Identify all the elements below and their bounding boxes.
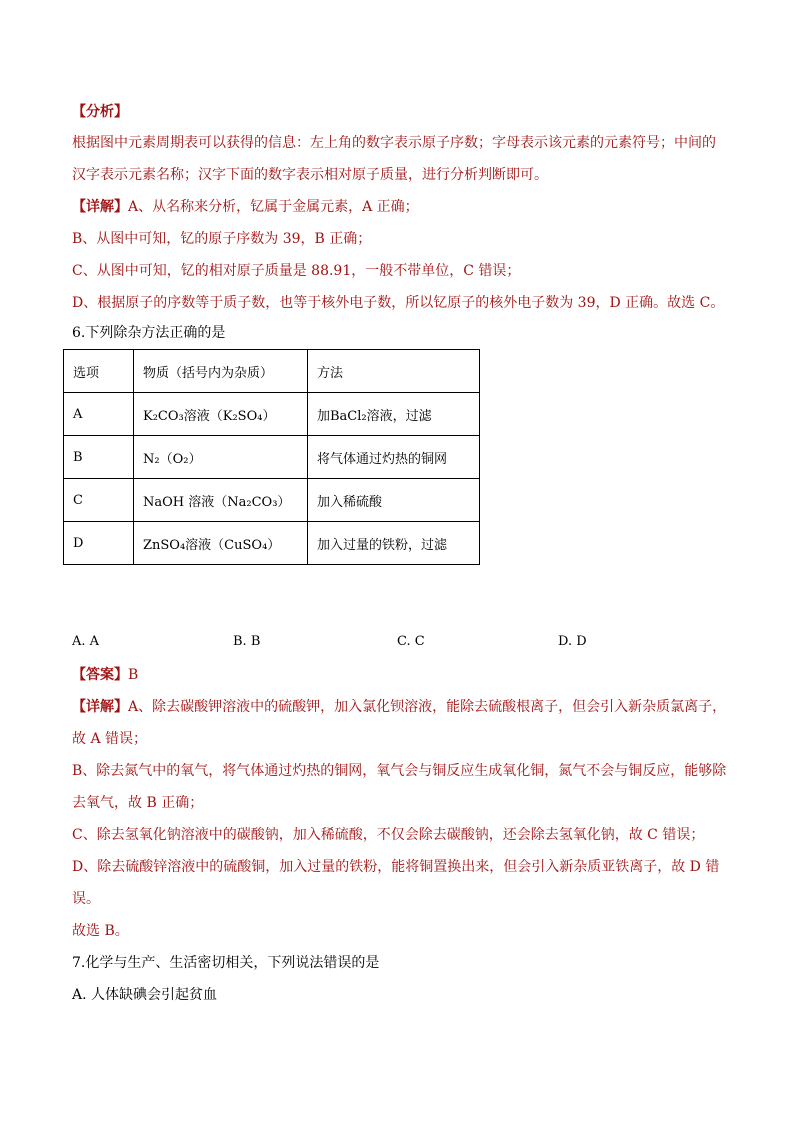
table-header-cell: 物质（括号内为杂质） <box>134 350 308 393</box>
detail-text: A、从名称来分析，钇属于金属元素，A 正确； <box>128 199 419 215</box>
choice-a: A. A <box>72 634 100 649</box>
table-header-cell: 方法 <box>308 350 480 393</box>
choice-c: C. C <box>397 634 425 649</box>
question-7-stem: 7.化学与生产、生活密切相关，下列说法错误的是 <box>72 955 380 971</box>
detail-heading: 【详解】 <box>72 199 128 215</box>
table-row <box>64 436 480 479</box>
detail-text: A、除去碳酸钾溶液中的硫酸钾，加入氯化钡溶液，能除去硫酸根离子，但会引入新杂质氯离子， <box>128 699 727 715</box>
detail-paragraph-2-line-6: D、除去硫酸锌溶液中的硫酸铜，加入过量的铁粉，能将铜置换出来，但会引入新杂质亚铁离子，故 D 错 <box>72 859 720 875</box>
answer-heading: 【答案】 <box>72 667 128 683</box>
detail-paragraph-2-line-4: 去氧气，故 B 正确； <box>72 795 204 811</box>
table-header-row <box>64 350 480 393</box>
detail-paragraph-2-line-2: 故 A 错误； <box>72 731 148 747</box>
detail-paragraph-2-line-5: C、除去氢氧化钠溶液中的碳酸钠，加入稀硫酸，不仅会除去碳酸钠，还会除去氢氧化钠，故 C 错误； <box>72 827 705 843</box>
detail-paragraph-1-line-2: B、从图中可知，钇的原子序数为 39，B 正确； <box>72 231 372 247</box>
detail-paragraph-2-line-3: B、除去氮气中的氧气，将气体通过灼热的铜网，氧气会与铜反应生成氧化铜，氮气不会与铜反应，能够除 <box>72 763 727 779</box>
analysis-text-line-1: 根据图中元素周期表可以获得的信息：左上角的数字表示原子序数；字母表示该元素的元素符号；中间的 <box>72 135 716 151</box>
table-cell-substance: N₂（O₂） <box>134 436 308 479</box>
detail-paragraph-2-line-1 <box>72 697 726 717</box>
table-row <box>64 393 480 436</box>
detail-paragraph-1-line-3: C、从图中可知，钇的相对原子质量是 88.91，一般不带单位，C 错误； <box>72 263 521 279</box>
question-6-stem: 6.下列除杂方法正确的是 <box>72 325 226 341</box>
answer-value: B <box>128 667 139 683</box>
table-cell-substance: NaOH 溶液（Na₂CO₃） <box>134 479 308 522</box>
table-cell-method: 将气体通过灼热的铜网 <box>308 436 480 479</box>
table-row <box>64 522 480 565</box>
options-table <box>63 349 480 565</box>
answer-line <box>72 665 138 685</box>
detail-paragraph-2-line-7: 误。 <box>72 891 100 907</box>
detail-paragraph-1-line-4: D、根据原子的序数等于质子数，也等于核外电子数，所以钇原子的核外电子数为 39，D 正确。故选 C。 <box>72 295 725 311</box>
table-cell-method: 加BaCl₂溶液，过滤 <box>308 393 480 436</box>
detail-paragraph-1-line-1 <box>72 197 419 217</box>
table-header-cell: 选项 <box>64 350 134 393</box>
analysis-heading: 【分析】 <box>72 104 128 120</box>
table-cell-option: A <box>64 393 134 436</box>
analysis-text-line-2: 汉字表示元素名称；汉字下面的数字表示相对原子质量，进行分析判断即可。 <box>72 167 548 183</box>
table-cell-substance: K₂CO₃溶液（K₂SO₄） <box>134 393 308 436</box>
table-cell-method: 加入稀硫酸 <box>308 479 480 522</box>
detail-heading: 【详解】 <box>72 699 128 715</box>
table-cell-option: B <box>64 436 134 479</box>
table-cell-option: C <box>64 479 134 522</box>
choice-b: B. B <box>233 634 261 649</box>
choice-d: D. D <box>558 634 587 649</box>
table-cell-method: 加入过量的铁粉，过滤 <box>308 522 480 565</box>
table-cell-substance: ZnSO₄溶液（CuSO₄） <box>134 522 308 565</box>
question-7-choice-a: A. 人体缺碘会引起贫血 <box>72 987 218 1003</box>
table-row <box>64 479 480 522</box>
table-cell-option: D <box>64 522 134 565</box>
detail-paragraph-2-line-8: 故选 B。 <box>72 923 129 939</box>
